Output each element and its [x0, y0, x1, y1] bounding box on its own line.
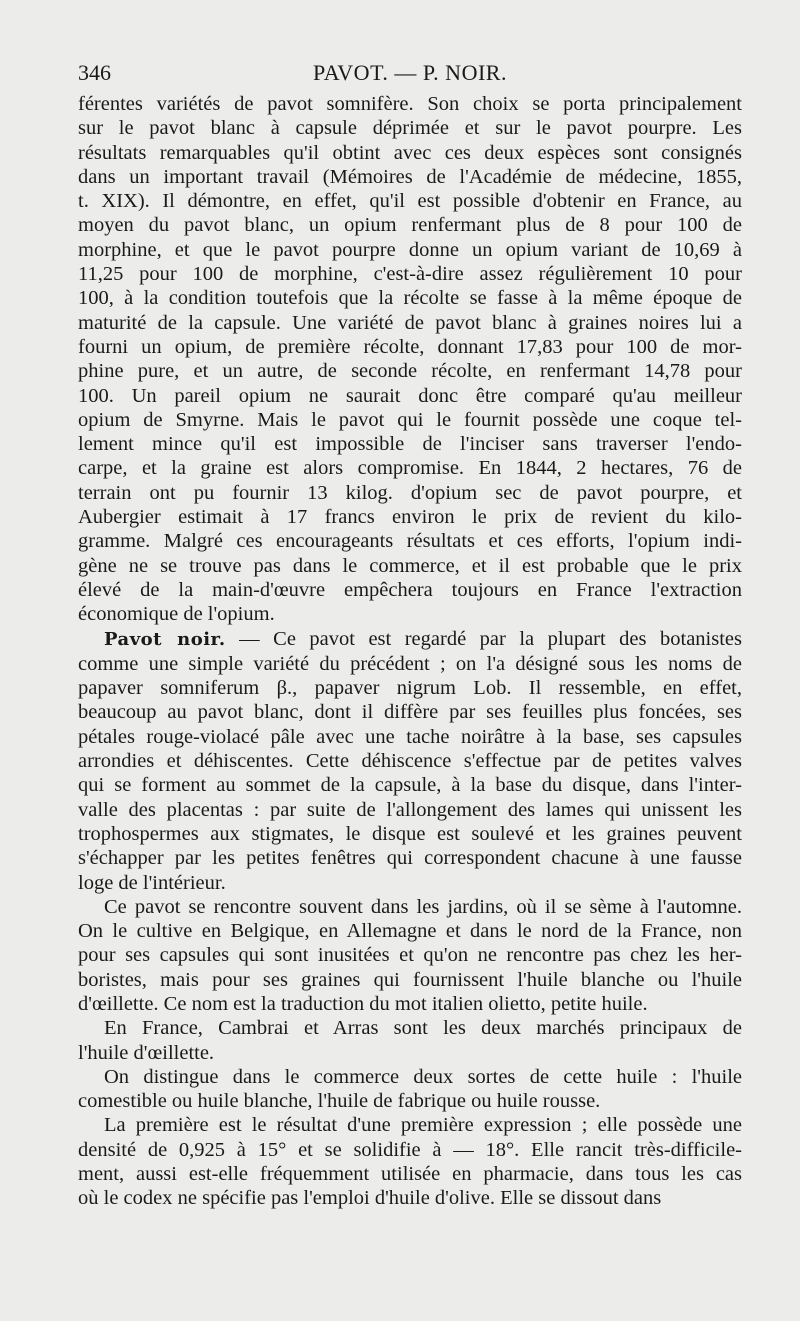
text-line: beaucoup au pavot blanc, dont il diffère par ses feuilles plus foncées, ses — [78, 701, 742, 724]
text-line: d'œillette. Ce nom est la traduction du mot italien olietto, petite huile. — [78, 992, 648, 1015]
text-line: dans un important travail (Mémoires de l'Académie de médecine, 1855, — [78, 165, 742, 188]
text-line: moyen du pavot blanc, un opium renfermant plus de 8 pour 100 de — [78, 214, 742, 237]
text-line: où le codex ne spécifie pas l'emploi d'huile d'olive. Elle se dissout dans — [78, 1187, 662, 1210]
text-line: Pavot noir. — Ce pavot est regardé par la plupart des botanistes — [104, 627, 742, 650]
text-line: comestible ou huile blanche, l'huile de fabrique ou huile rousse. — [78, 1090, 601, 1113]
text-line: trophospermes aux stigmates, le disque est soulevé et les graines peuvent — [78, 822, 742, 845]
text-line: boristes, mais pour ses graines qui fournissent l'huile blanche ou l'huile — [78, 968, 742, 991]
paragraph — [78, 895, 742, 1016]
text-line: Ce pavot se rencontre souvent dans les jardins, où il se sème à l'automne. — [104, 895, 742, 918]
text-line: La première est le résultat d'une première expression ; elle possède une — [104, 1114, 742, 1137]
text-line: s'échapper par les petites fenêtres qui correspondent chacune à une fausse — [78, 847, 742, 870]
text-line: pétales rouge-violacé pâle avec une tache noirâtre à la base, ses capsules — [78, 725, 742, 748]
text-line: gène ne se trouve pas dans le commerce, et il est probable que le prix — [78, 554, 742, 577]
paragraph — [78, 627, 742, 895]
text-line: férentes variétés de pavot somnifère. Son choix se porta principalement — [78, 93, 742, 115]
body-text — [78, 92, 742, 1211]
text-line: valle des placentas : par suite de l'allongement des lames qui unissent les — [78, 798, 742, 821]
text-line: fourni un opium, de première récolte, donnant 17,83 pour 100 de mor- — [78, 335, 742, 358]
text-line: On le cultive en Belgique, en Allemagne et dans le nord de la France, non — [78, 920, 742, 943]
text-line: 11,25 pour 100 de morphine, c'est-à-dire assez régulièrement 10 pour — [78, 263, 742, 286]
text-line: t. XIX). Il démontre, en effet, qu'il est possible d'obtenir en France, au — [78, 190, 742, 213]
text-line: résultats remarquables qu'il obtint avec ces deux espèces sont consignés — [78, 141, 742, 164]
paragraph — [78, 1016, 742, 1065]
text-line: papaver somniferum β., papaver nigrum Lob. Il ressemble, en effet, — [78, 677, 742, 700]
text-line: 100. Un pareil opium ne saurait donc être comparé qu'au meilleur — [78, 384, 742, 407]
text-line: qui se forment au sommet de la capsule, à la base du disque, dans l'inter- — [78, 774, 742, 797]
text-line: En France, Cambrai et Arras sont les deux marchés principaux de — [104, 1017, 742, 1040]
section-lead: Pavot noir. — [104, 628, 226, 650]
text-line: arrondies et déhiscentes. Cette déhiscence s'effectue par de petites valves — [78, 750, 742, 773]
paragraph — [78, 1113, 742, 1210]
text-line: terrain ont pu fournir 13 kilog. d'opium sec de pavot pourpre, et — [78, 481, 742, 504]
text-line: économique de l'opium. — [78, 603, 275, 626]
text-line: l'huile d'œillette. — [78, 1041, 215, 1064]
text-line: élevé de la main-d'œuvre empêchera toujours en France l'extraction — [78, 578, 742, 601]
text-line: morphine, et que le pavot pourpre donne un opium variant de 10,69 à — [78, 238, 742, 261]
paragraph — [78, 1065, 742, 1114]
text-line: Aubergier estimait à 17 francs environ le prix de revient du kilo- — [78, 506, 742, 529]
text-line: On distingue dans le commerce deux sortes de cette huile : l'huile — [104, 1065, 742, 1088]
page-header — [78, 60, 742, 90]
text-line: loge de l'intérieur. — [78, 871, 226, 894]
text-line: maturité de la capsule. Une variété de pavot blanc à graines noires lui a — [78, 311, 742, 334]
text-line: gramme. Malgré ces encourageants résultats et ces efforts, l'opium indi- — [78, 530, 742, 553]
page-number: 346 — [78, 60, 111, 85]
text-line: phine pure, et un autre, de seconde récolte, en renfermant 14,78 pour — [78, 360, 742, 383]
paragraph — [78, 92, 742, 627]
text-line: carpe, et la graine est alors compromise. En 1844, 2 hectares, 76 de — [78, 457, 742, 480]
text-line: pour ses capsules qui sont inusitées et qu'on ne rencontre pas chez les her- — [78, 944, 742, 967]
text-line: sur le pavot blanc à capsule déprimée et sur le pavot pourpre. Les — [78, 117, 742, 140]
text-line: densité de 0,925 à 15° et se solidifie à — 18°. Elle rancit très-difficile- — [78, 1138, 742, 1161]
text-line: ment, aussi est-elle fréquemment utilisée en pharmacie, dans tous les cas — [78, 1163, 742, 1186]
text-line: lement mince qu'il est impossible de l'inciser sans traverser l'endo- — [78, 433, 742, 456]
text-line: comme une simple variété du précédent ; on l'a désigné sous les noms de — [78, 652, 742, 675]
text-line: opium de Smyrne. Mais le pavot qui le fournit possède une coque tel- — [78, 408, 742, 431]
text-line: 100, à la condition toutefois que la récolte se fasse à la même époque de — [78, 287, 742, 310]
running-title: PAVOT. — P. NOIR. — [313, 60, 507, 85]
